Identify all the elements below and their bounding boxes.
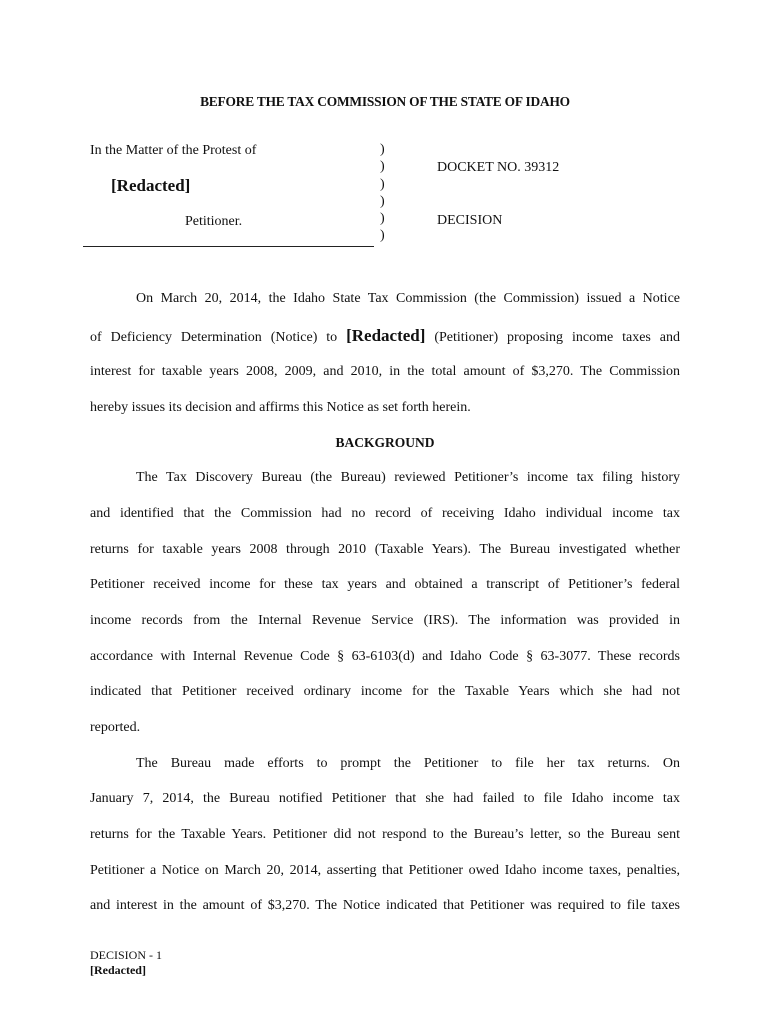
intro-text: hereby issues its decision and affirms this Notice as set forth herein. [90, 400, 471, 415]
intro-line [90, 364, 680, 380]
body-line: income records from the Internal Revenue Service (IRS). The information was provided in [90, 613, 680, 628]
intro-text: of Deficiency Determination (Notice) to [90, 330, 347, 345]
body-line: The Bureau made efforts to prompt the Petitioner to file her tax returns. On [136, 756, 680, 771]
caption-rule [83, 246, 374, 247]
caption-role: Petitioner. [185, 214, 243, 229]
footer-page-label: DECISION - 1 [90, 948, 162, 962]
caption-paren: ) [380, 176, 385, 192]
intro-redacted: [Redacted] [346, 326, 426, 345]
document-title: BEFORE THE TAX COMMISSION OF THE STATE OF IDAHO [200, 94, 570, 109]
caption-party-redacted: [Redacted] [111, 176, 191, 195]
body-line: January 7, 2014, the Bureau notified Petitioner that she had failed to file Idaho income tax [90, 791, 680, 806]
intro-text: interest for taxable years 2008, 2009, and 2010, in the total amount of $3,270. The Commission [90, 364, 680, 379]
caption-paren: ) [380, 211, 385, 227]
decision-label: DECISION [437, 213, 503, 228]
body-line: reported. [90, 720, 141, 735]
intro-text: (Petitioner) proposing income taxes and [425, 330, 681, 345]
body-line: returns for the Taxable Years. Petitioner did not respond to the Bureau’s letter, so the Bureau sent [90, 827, 680, 842]
body-line: accordance with Internal Revenue Code § 63-6103(d) and Idaho Code § 63-3077. These records [90, 649, 680, 664]
body-line: Petitioner a Notice on March 20, 2014, asserting that Petitioner owed Idaho income taxes, penalties, [90, 863, 680, 878]
docket-number: DOCKET NO. 39312 [437, 160, 560, 175]
body-line: The Tax Discovery Bureau (the Bureau) reviewed Petitioner’s income tax filing history [136, 470, 680, 485]
body-line: indicated that Petitioner received ordinary income for the Taxable Years which she had not [90, 684, 680, 699]
body-line: and identified that the Commission had no record of receiving Idaho individual income tax [90, 506, 680, 521]
body-line: and interest in the amount of $3,270. The Notice indicated that Petitioner was required to file taxes [90, 898, 680, 913]
intro-line [136, 291, 680, 307]
caption-paren: ) [380, 193, 385, 209]
section-heading-background: BACKGROUND [335, 435, 435, 450]
intro-line [90, 326, 680, 346]
caption-paren: ) [380, 228, 385, 244]
body-line: Petitioner received income for these tax years and obtained a transcript of Petitioner’s federal [90, 577, 680, 592]
intro-text: On March 20, 2014, the Idaho State Tax Commission (the Commission) issued a Notice [136, 291, 680, 306]
caption-matter: In the Matter of the Protest of [90, 143, 257, 158]
intro-line [90, 400, 680, 416]
caption-paren: ) [380, 159, 385, 175]
caption-parens [380, 141, 385, 245]
body-line: returns for taxable years 2008 through 2010 (Taxable Years). The Bureau investigated whether [90, 542, 680, 557]
caption-paren: ) [380, 142, 385, 157]
footer-party-redacted: [Redacted] [90, 963, 146, 977]
